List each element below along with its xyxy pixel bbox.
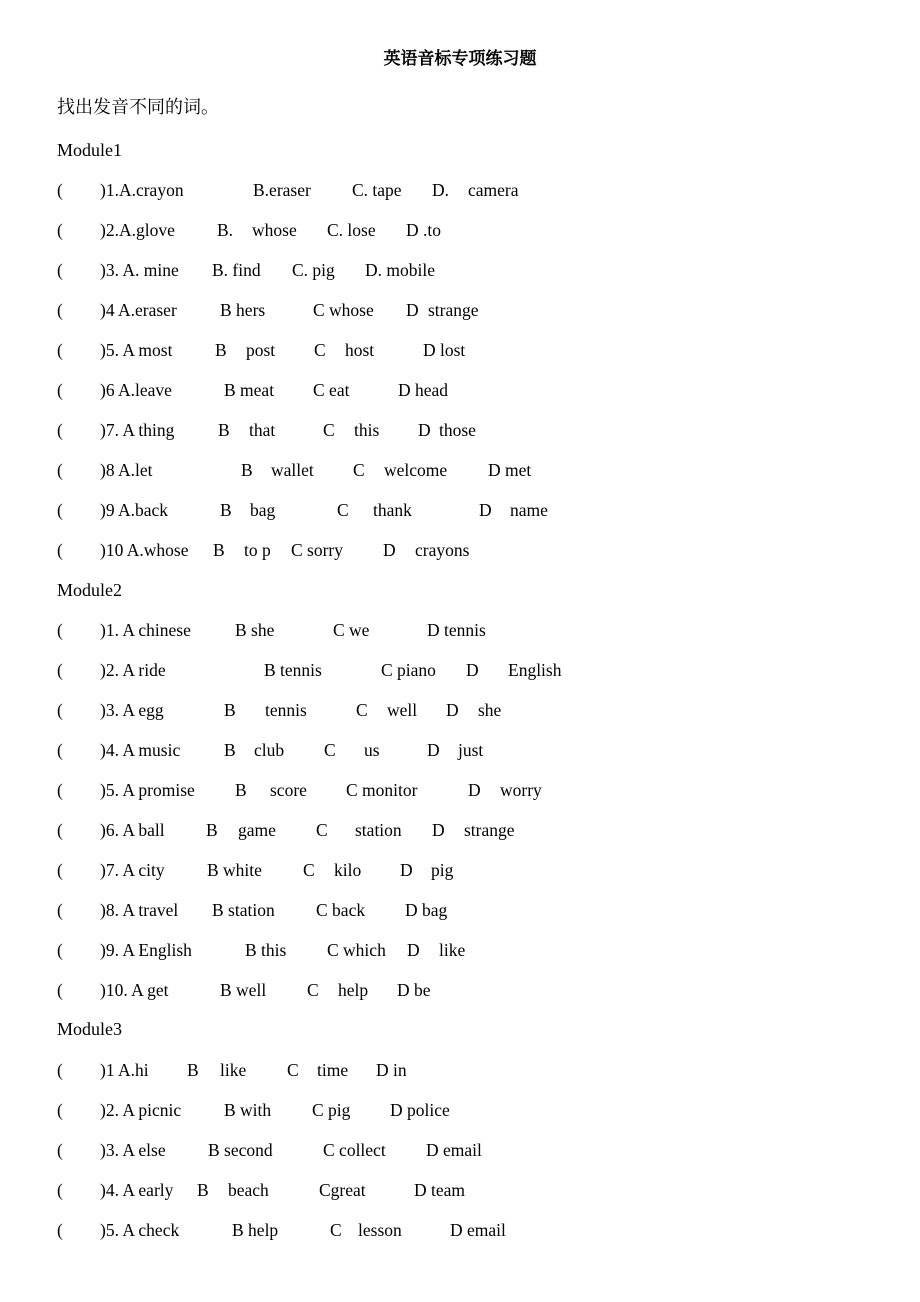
question-stem: )7. A thing [100, 420, 175, 440]
option-text: C monitor [346, 780, 418, 800]
answer-bracket[interactable]: ( [57, 620, 63, 640]
option-text: Cgreat [319, 1180, 366, 1200]
question-row [57, 260, 757, 286]
question-row [57, 300, 757, 326]
option-text: host [345, 340, 375, 360]
option-text: C. pig [292, 260, 335, 280]
option-text: tennis [265, 700, 307, 720]
option-text: B.eraser [253, 180, 311, 200]
question-row [57, 900, 757, 926]
question-stem: )10. A get [100, 980, 169, 1000]
answer-bracket[interactable]: ( [57, 1100, 63, 1120]
option-text: like [220, 1060, 247, 1080]
question-row [57, 220, 757, 246]
option-text: English [508, 660, 562, 680]
option-text: beach [228, 1180, 269, 1200]
option-text: D [468, 780, 481, 800]
option-text: D [446, 700, 459, 720]
module-heading: Module2 [57, 580, 122, 600]
option-text: C [287, 1060, 299, 1080]
module-heading: Module3 [57, 1019, 122, 1039]
option-text: D [400, 860, 413, 880]
option-text: B [224, 700, 236, 720]
answer-bracket[interactable]: ( [57, 940, 63, 960]
question-stem: )3. A else [100, 1140, 166, 1160]
option-text: strange [428, 300, 479, 320]
answer-bracket[interactable]: ( [57, 980, 63, 1000]
question-stem: )2. A ride [100, 660, 166, 680]
option-text: name [510, 500, 548, 520]
answer-bracket[interactable]: ( [57, 700, 63, 720]
option-text: bag [250, 500, 276, 520]
option-text: D .to [406, 220, 441, 240]
option-text: D [383, 540, 396, 560]
module-heading: Module1 [57, 140, 122, 160]
option-text: B [224, 740, 236, 760]
option-text: B tennis [264, 660, 322, 680]
option-text: C [337, 500, 349, 520]
answer-bracket[interactable]: ( [57, 460, 63, 480]
answer-bracket[interactable]: ( [57, 900, 63, 920]
answer-bracket[interactable]: ( [57, 540, 63, 560]
question-row [57, 860, 757, 886]
option-text: B this [245, 940, 287, 960]
option-text: D in [376, 1060, 407, 1080]
question-stem: )8 A.let [100, 460, 153, 480]
question-row [57, 380, 757, 406]
option-text: C [323, 420, 335, 440]
option-text: B white [207, 860, 262, 880]
question-stem: )7. A city [100, 860, 165, 880]
option-text: C [316, 820, 328, 840]
option-text: B [197, 1180, 209, 1200]
option-text: D. [432, 180, 450, 200]
option-text: D email [450, 1220, 506, 1240]
question-row [57, 780, 757, 806]
option-text: that [249, 420, 276, 440]
option-text: B [215, 340, 227, 360]
question-row [57, 460, 757, 486]
question-row [57, 740, 757, 766]
option-text: C [353, 460, 365, 480]
option-text: B with [224, 1100, 272, 1120]
option-text: to p [244, 540, 271, 560]
option-text: B second [208, 1140, 273, 1160]
option-text: C eat [313, 380, 350, 400]
option-text: post [246, 340, 276, 360]
question-row [57, 940, 757, 966]
answer-bracket[interactable]: ( [57, 300, 63, 320]
question-stem: )2. A picnic [100, 1100, 182, 1120]
option-text: C [330, 1220, 342, 1240]
question-row [57, 700, 757, 726]
option-text: C we [333, 620, 370, 640]
answer-bracket[interactable]: ( [57, 1180, 63, 1200]
option-text: score [270, 780, 307, 800]
option-text: well [387, 700, 418, 720]
question-stem: )4 A.eraser [100, 300, 177, 320]
question-row [57, 660, 757, 686]
option-text: D be [397, 980, 431, 1000]
option-text: D police [390, 1100, 450, 1120]
option-text: C [307, 980, 319, 1000]
question-stem: )6. A ball [100, 820, 165, 840]
question-stem: )3. A. mine [100, 260, 179, 280]
question-row [57, 620, 757, 646]
option-text: time [317, 1060, 349, 1080]
option-text: B she [235, 620, 275, 640]
option-text: D lost [423, 340, 466, 360]
option-text: B hers [220, 300, 266, 320]
option-text: D [432, 820, 445, 840]
option-text: C pig [312, 1100, 351, 1120]
option-text: D met [488, 460, 532, 480]
option-text: strange [464, 820, 515, 840]
answer-bracket[interactable]: ( [57, 820, 63, 840]
question-stem: )2.A.glove [100, 220, 175, 240]
option-text: game [238, 820, 276, 840]
option-text: D [479, 500, 492, 520]
option-text: B well [220, 980, 267, 1000]
answer-bracket[interactable]: ( [57, 740, 63, 760]
answer-bracket[interactable]: ( [57, 660, 63, 680]
question-row [57, 540, 757, 566]
question-row [57, 340, 757, 366]
question-row [57, 500, 757, 526]
option-text: B. find [212, 260, 261, 280]
option-text: D [407, 940, 420, 960]
question-row [57, 1220, 757, 1246]
option-text: whose [252, 220, 297, 240]
option-text: worry [500, 780, 542, 800]
option-text: B [206, 820, 218, 840]
question-row [57, 1180, 757, 1206]
option-text: B meat [224, 380, 275, 400]
option-text: this [354, 420, 380, 440]
page-title: 英语音标专项练习题 [383, 49, 537, 69]
answer-bracket[interactable]: ( [57, 180, 63, 200]
option-text: station [355, 820, 402, 840]
question-stem: )1. A chinese [100, 620, 191, 640]
question-stem: )3. A egg [100, 700, 164, 720]
option-text: C back [316, 900, 366, 920]
option-text: C collect [323, 1140, 386, 1160]
option-text: D [466, 660, 479, 680]
option-text: D team [414, 1180, 466, 1200]
option-text: B [235, 780, 247, 800]
option-text: kilo [334, 860, 362, 880]
answer-bracket[interactable]: ( [57, 500, 63, 520]
option-text: crayons [415, 540, 470, 560]
question-stem: )1 A.hi [100, 1060, 149, 1080]
answer-bracket[interactable]: ( [57, 420, 63, 440]
option-text: B [218, 420, 230, 440]
option-text: D email [426, 1140, 482, 1160]
option-text: D head [398, 380, 449, 400]
option-text: us [364, 740, 380, 760]
option-text: C. tape [352, 180, 402, 200]
question-row [57, 820, 757, 846]
option-text: D tennis [427, 620, 486, 640]
option-text: just [458, 740, 484, 760]
option-text: B station [212, 900, 275, 920]
option-text: thank [373, 500, 412, 520]
question-stem: )5. A check [100, 1220, 180, 1240]
question-stem: )6 A.leave [100, 380, 172, 400]
answer-bracket[interactable]: ( [57, 1140, 63, 1160]
question-stem: )9. A English [100, 940, 192, 960]
option-text: welcome [384, 460, 448, 480]
option-text: B help [232, 1220, 279, 1240]
option-text: camera [468, 180, 519, 200]
option-text: D. mobile [365, 260, 435, 280]
question-row [57, 1140, 757, 1166]
option-text: wallet [271, 460, 314, 480]
instruction: 找出发音不同的词。 [57, 97, 219, 118]
option-text: B [187, 1060, 199, 1080]
question-stem: )8. A travel [100, 900, 179, 920]
option-text: pig [431, 860, 454, 880]
question-stem: )5. A most [100, 340, 173, 360]
question-row [57, 980, 757, 1006]
question-row [57, 180, 757, 206]
option-text: like [439, 940, 466, 960]
option-text: C [314, 340, 326, 360]
answer-bracket[interactable]: ( [57, 780, 63, 800]
question-stem: )10 A.whose [100, 540, 189, 560]
question-stem: )4. A early [100, 1180, 174, 1200]
option-text: C [303, 860, 315, 880]
question-stem: )4. A music [100, 740, 181, 760]
option-text: C which [327, 940, 386, 960]
option-text: lesson [358, 1220, 402, 1240]
question-row [57, 1060, 757, 1086]
option-text: B. [217, 220, 234, 240]
answer-bracket[interactable]: ( [57, 380, 63, 400]
option-text: D [427, 740, 440, 760]
option-text: D [418, 420, 431, 440]
option-text: C [324, 740, 336, 760]
question-row [57, 1100, 757, 1126]
answer-bracket[interactable]: ( [57, 860, 63, 880]
option-text: B [241, 460, 253, 480]
option-text: B [220, 500, 232, 520]
option-text: club [254, 740, 285, 760]
answer-bracket[interactable]: ( [57, 220, 63, 240]
option-text: C [356, 700, 368, 720]
option-text: D bag [405, 900, 448, 920]
option-text: help [338, 980, 369, 1000]
question-stem: )1.A.crayon [100, 180, 184, 200]
question-stem: )5. A promise [100, 780, 195, 800]
option-text: C sorry [291, 540, 344, 560]
answer-bracket[interactable]: ( [57, 1220, 63, 1240]
option-text: she [478, 700, 502, 720]
answer-bracket[interactable]: ( [57, 1060, 63, 1080]
answer-bracket[interactable]: ( [57, 260, 63, 280]
option-text: B [213, 540, 225, 560]
question-row [57, 420, 757, 446]
answer-bracket[interactable]: ( [57, 340, 63, 360]
option-text: D [406, 300, 419, 320]
option-text: those [439, 420, 476, 440]
option-text: C. lose [327, 220, 376, 240]
option-text: C piano [381, 660, 436, 680]
question-stem: )9 A.back [100, 500, 169, 520]
option-text: C whose [313, 300, 374, 320]
